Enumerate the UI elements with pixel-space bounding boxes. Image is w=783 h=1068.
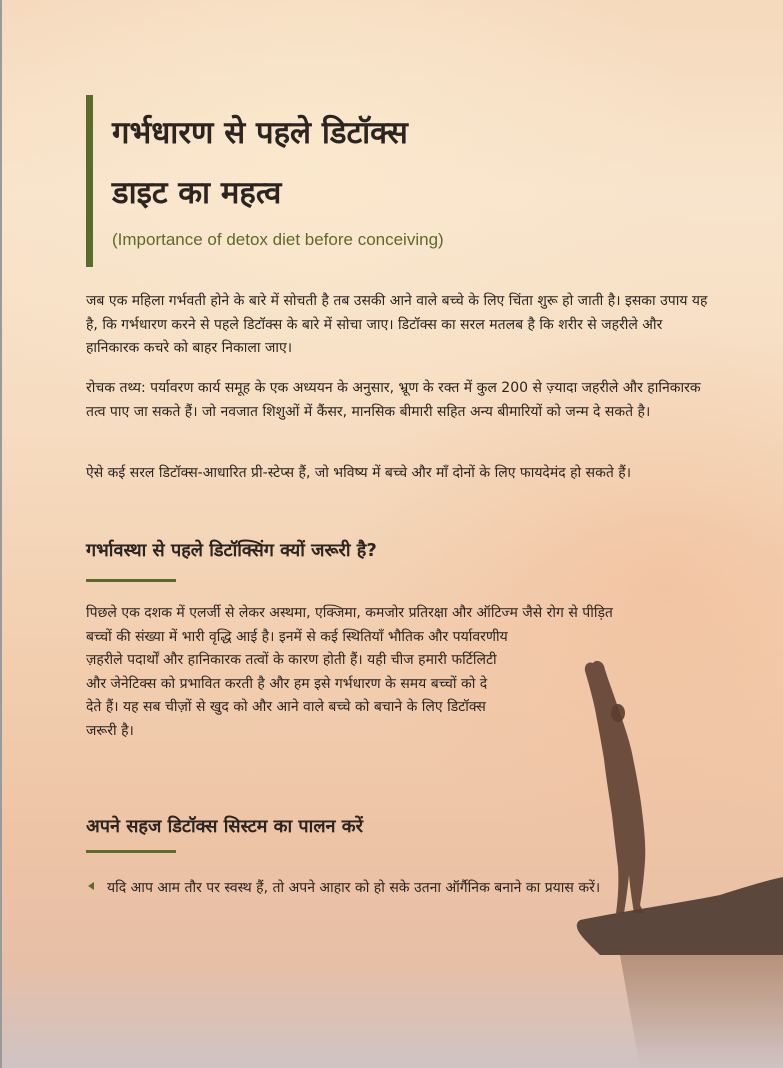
fact-paragraph: रोचक तथ्य: पर्यावरण कार्य समूह के एक अध्ययन के अनुसार, भ्रूण के रक्त में कुल 200 से ज़्यादा जहरीले और हानिकारक तत्व पाए जा सकते हैं। जो नवजात शिशुओं में कैंसर, मानसिक बीमारी सहित अन्य बीमारियों को जन्म दे सकते है। <box>86 380 701 420</box>
why-detox-line: बच्चों की संख्या में भारी वृद्धि आई है। इनमें से कई स्थितियाँ भौतिक और पर्यावरणीय <box>86 628 508 645</box>
why-detox-line: और जेनेटिक्स को प्रभावित करती है और हम इसे गर्भधारण के समय बच्चों को दे <box>86 675 488 692</box>
why-detox-line: पिछले एक दशक में एलर्जी से लेकर अस्थमा, एक्जिमा, कमजोर प्रतिरक्षा और ऑटिज्म जैसे रोग से पीड़ित <box>86 605 613 621</box>
woman-head <box>611 704 625 722</box>
bullet-item: यदि आप आम तौर पर स्वस्थ हैं, तो अपने आहार को हो सके उतना ऑर्गैनिक बनाने का प्रयास करें। <box>107 880 601 896</box>
page-title-line-2: डाइट का महत्व <box>112 175 282 211</box>
section-rule-why-detox <box>86 579 176 582</box>
page-subtitle: (Importance of detox diet before conceiving) <box>112 230 444 249</box>
water-reflection <box>620 955 783 1068</box>
title-accent-bar <box>86 95 93 267</box>
rock-ledge <box>577 877 783 955</box>
title-block <box>86 95 586 267</box>
section-rule-natural-detox <box>86 850 176 853</box>
bullet-triangle-icon <box>88 882 94 890</box>
why-detox-line: ज़हरीले पदार्थों और हानिकारक तत्वों के कारण होती हैं। यही चीज हमारी फर्टिलिटी <box>86 652 497 668</box>
page-title-line-1: गर्भधारण से पहले डिटॉक्स <box>112 115 408 151</box>
woman-silhouette <box>585 661 645 913</box>
bullet-list <box>86 876 606 901</box>
page-title <box>112 103 582 223</box>
section-heading-why-detox: गर्भावस्था से पहले डिटॉक्सिंग क्यों जरूरी है? <box>86 540 377 561</box>
why-detox-line: जरूरी है। <box>86 722 134 739</box>
section-heading-natural-detox: अपने सहज डिटॉक्स सिस्टम का पालन करें <box>86 816 363 837</box>
steps-paragraph: ऐसे कई सरल डिटॉक्स-आधारित प्री-स्टेप्स हैं, जो भविष्य में बच्चे और माँ दोनों के लिए फायदेमंद हो सकते हैं। <box>86 465 632 481</box>
intro-paragraph: जब एक महिला गर्भवती होने के बारे में सोचती है तब उसकी आने वाले बच्चे के लिए चिंता शुरू हो जाती है। इसका उपाय यह है, कि गर्भधारण करने से पहले डिटॉक्स के बारे में सोचा जाए। डिटॉक्स का सरल मतलब है कि शरीर से जहरीले और हानिकारक कचरे को बाहर निकाला जाए। <box>86 293 708 356</box>
why-detox-line: देते हैं। यह सब चीज़ों से खुद को और आने वाले बच्चे को बचाने के लिए डिटॉक्स <box>86 699 486 715</box>
yoga-figure-illustration <box>560 655 783 1068</box>
page-edge <box>0 0 2 1068</box>
